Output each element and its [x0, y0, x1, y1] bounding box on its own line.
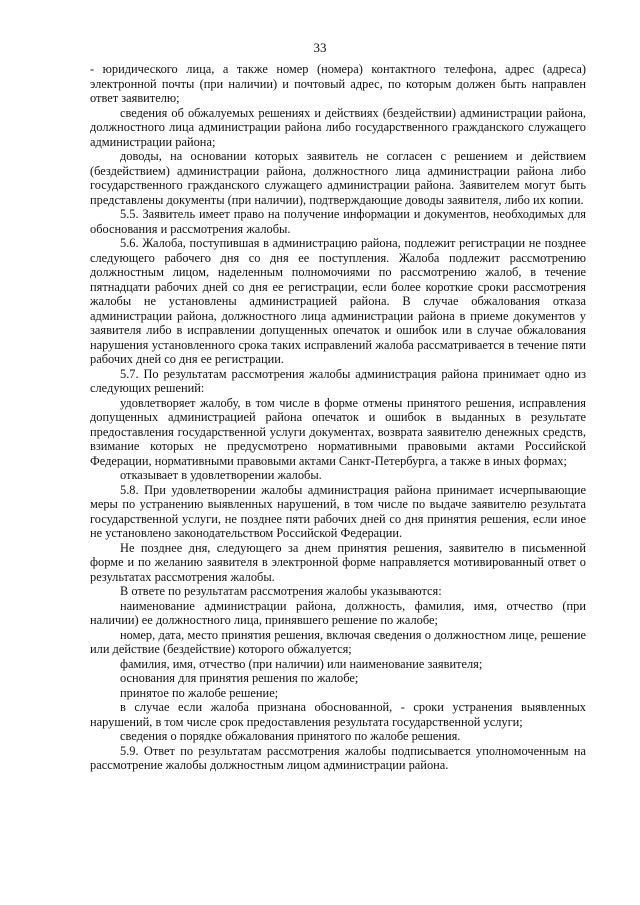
- paragraph: основания для принятия решения по жалобе;: [120, 671, 359, 685]
- paragraph: В ответе по результатам рассмотрения жалобы указываются:: [120, 584, 442, 598]
- paragraph: - юридического лица, а также номер (номера) контактного телефона, адрес (адреса) электронной почты (при наличии) и почтовый адрес, по которым должен быть направлен ответ заявителю;: [90, 62, 586, 105]
- paragraph: сведения о порядке обжалования принятого по жалобе решения.: [120, 729, 461, 743]
- paragraph: 5.5. Заявитель имеет право на получение информации и документов, необходимых для обоснования и рассмотрения жалобы.: [90, 207, 586, 236]
- paragraph: 5.6. Жалоба, поступившая в администрацию района, подлежит регистрации не позднее следующего рабочего дня со дня ее поступления. Жалоба подлежит рассмотрению должностным лицом, наделенным полномочиями по рассмотрению жалоб, в течение пятнадцати рабочих дней со дня ее регистрации, если более короткие сроки рассмотрения жалобы не установлены администрацией района. В случае обжалования отказа администрации района, должностного лица администрации района в приеме документов у заявителя либо в исправлении допущенных опечаток и ошибок или в случае обжалования нарушения установленного срока таких исправлений жалоба рассматривается в течение пяти рабочих дней со дня ее регистрации.: [90, 236, 586, 366]
- paragraph: принятое по жалобе решение;: [120, 685, 279, 700]
- paragraph: 5.9. Ответ по результатам рассмотрения жалобы подписывается уполномоченным на рассмотрение жалобы должностным лицом администрации района.: [90, 743, 586, 772]
- paragraph: наименование администрации района, должность, фамилия, имя, отчество (при наличии) ее должностного лица, принявшего решение по жалобе;: [90, 598, 586, 627]
- document-body: [90, 62, 586, 773]
- paragraph: сведения об обжалуемых решениях и действиях (бездействии) администрации района, должностного лица администрации района либо государственного гражданского служащего администрации района;: [90, 105, 586, 149]
- paragraph: в случае если жалоба признана обоснованной, - сроки устранения выявленных нарушений, в том числе срок предоставления результата государственной услуги;: [90, 700, 586, 729]
- paragraph: номер, дата, место принятия решения, включая сведения о должностном лице, решение или действие (бездействие) которого обжалуется;: [90, 627, 586, 656]
- paragraph: 5.7. По результатам рассмотрения жалобы администрация района принимает одно из следующих решений:: [90, 366, 586, 395]
- page-number: 33: [313, 40, 327, 55]
- paragraph: фамилия, имя, отчество (при наличии) или наименование заявителя;: [120, 656, 483, 671]
- paragraph: 5.8. При удовлетворении жалобы администрация района принимает исчерпывающие меры по устранению выявленных нарушений, в том числе по выдаче заявителю результата государственной услуги, не позднее пяти рабочих дней со дня принятия решения, если иное не установлено законодательством Российской Федерации.: [90, 482, 586, 540]
- paragraph: доводы, на основании которых заявитель не согласен с решением и действием (бездействием) администрации района, должностного лица администрации района либо государственного гражданского служащего администрации района. Заявителем могут быть представлены документы (при наличии), подтверждающие доводы заявителя, либо их копии.: [90, 149, 586, 207]
- paragraph: удовлетворяет жалобу, в том числе в форме отмены принятого решения, исправления допущенных администрацией района опечаток и ошибок в выданных в результате предоставления государственной услуги документах, возврата заявителю денежных средств, взимание которых не предусмотрено нормативными правовыми актами Российской Федерации, нормативными правовыми актами Санкт-Петербурга, а также в иных формах;: [90, 395, 586, 468]
- paragraph: отказывает в удовлетворении жалобы.: [120, 468, 322, 482]
- paragraph: Не позднее дня, следующего за днем принятия решения, заявителю в письменной форме и по желанию заявителя в электронной форме направляется мотивированный ответ о результатах рассмотрения жалобы.: [90, 540, 586, 584]
